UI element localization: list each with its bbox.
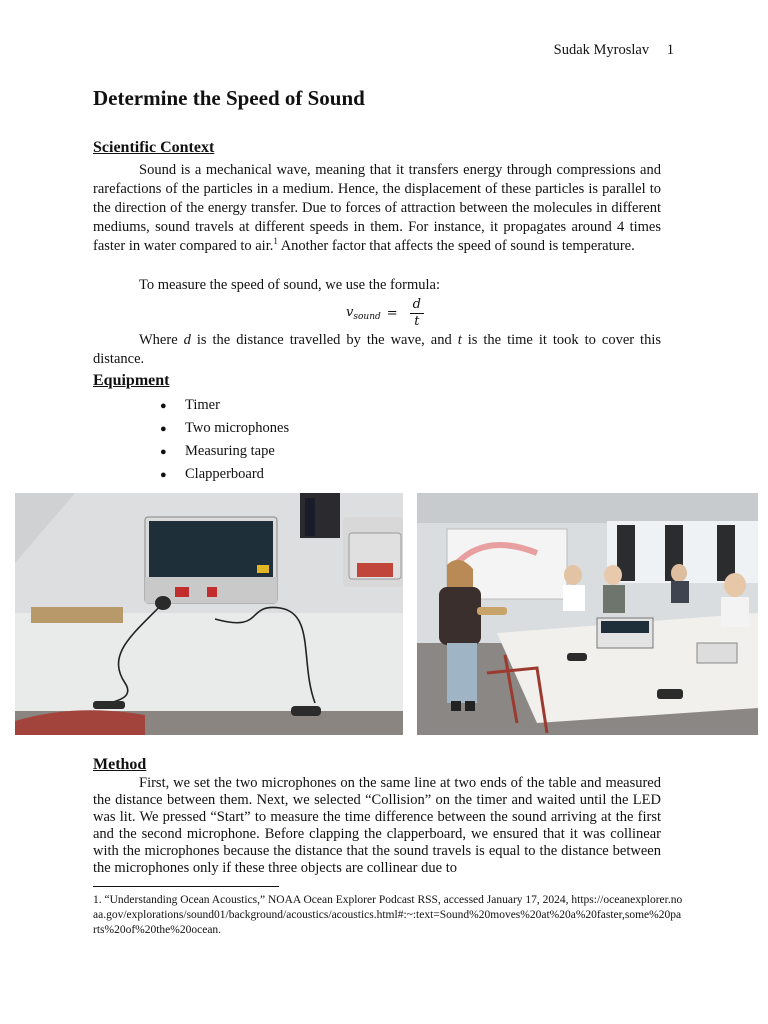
formula-numerator: d [410,297,424,314]
method-heading: Method [93,756,147,773]
speed-formula [346,297,424,330]
classroom-photo [417,493,758,735]
scientific-context-heading: Scientific Context [93,139,215,156]
list-item: ● Measuring tape [160,443,275,459]
bullet-icon: ● [160,422,167,435]
apparatus-photo [15,493,403,735]
formula-explanation: Where d is the distance travelled by the wave, and t is the time it took to cover this distance. [93,332,662,367]
bullet-icon: ● [160,445,167,458]
context-text-part1: Sound is a mechanical wave, meaning that it transfers energy through compressions and rarefactions of the particles in a medium. Hence, the displacement of these particles is parallel to the direction of the energy transfer. Due to forces of attraction between the molecules in different mediums, sound travels at different speeds in them. For instance, it propagates around 4 times faster in water compared to air. [93,162,661,254]
author-name: Sudak Myroslav [553,42,650,58]
variable-t: t [457,332,462,348]
document-title: Determine the Speed of Sound [93,86,365,110]
formula-velocity: $v_{sound}$ [346,305,381,322]
bullet-icon: ● [160,399,167,412]
page-header [554,42,674,59]
equipment-heading: Equipment [93,372,170,389]
footnote: 1. “Understanding Ocean Acoustics,” NOAA Ocean Explorer Podcast RSS, accessed January 17, 2024, https://oceanexplorer.noaa.gov/explorations/sound01/background/acoustics/acoustics.html#:~:text=Sound%20moves%20at%20a%20faster,some%20parts%20of%20the%20ocean. [93,894,683,936]
list-item: ● Timer [160,397,220,413]
footnote-reference[interactable]: 1 [273,236,278,247]
method-paragraph: First, we set the two microphones on the same line at two ends of the table and measured the distance between them. Next, we selected “Collision” on the timer and waited until the LED was lit. We pressed “Start” to measure the time difference between the sound arriving at the first and the second microphone. Before clapping the clapperboard, we ensured that it was collinear with the microphones because the distance that the sound travels is equal to the distance between the microphones only if these three objects are collinear due to [93,775,661,876]
formula-equals: = [386,306,398,321]
bullet-icon: ● [160,468,167,481]
list-item: ● Clapperboard [160,466,264,482]
formula-denominator: t [414,314,420,329]
variable-d: d [183,332,191,348]
formula-intro: To measure the speed of sound, we use the formula: [139,277,440,293]
equipment-list [160,394,289,486]
formula-fraction [410,297,424,330]
context-text-part2: Another factor that affects the speed of sound is temperature. [277,238,635,254]
list-item: ● Two microphones [160,420,290,436]
footnote-separator [93,886,279,887]
context-paragraph [93,161,661,256]
page-number: 1 [666,42,674,58]
